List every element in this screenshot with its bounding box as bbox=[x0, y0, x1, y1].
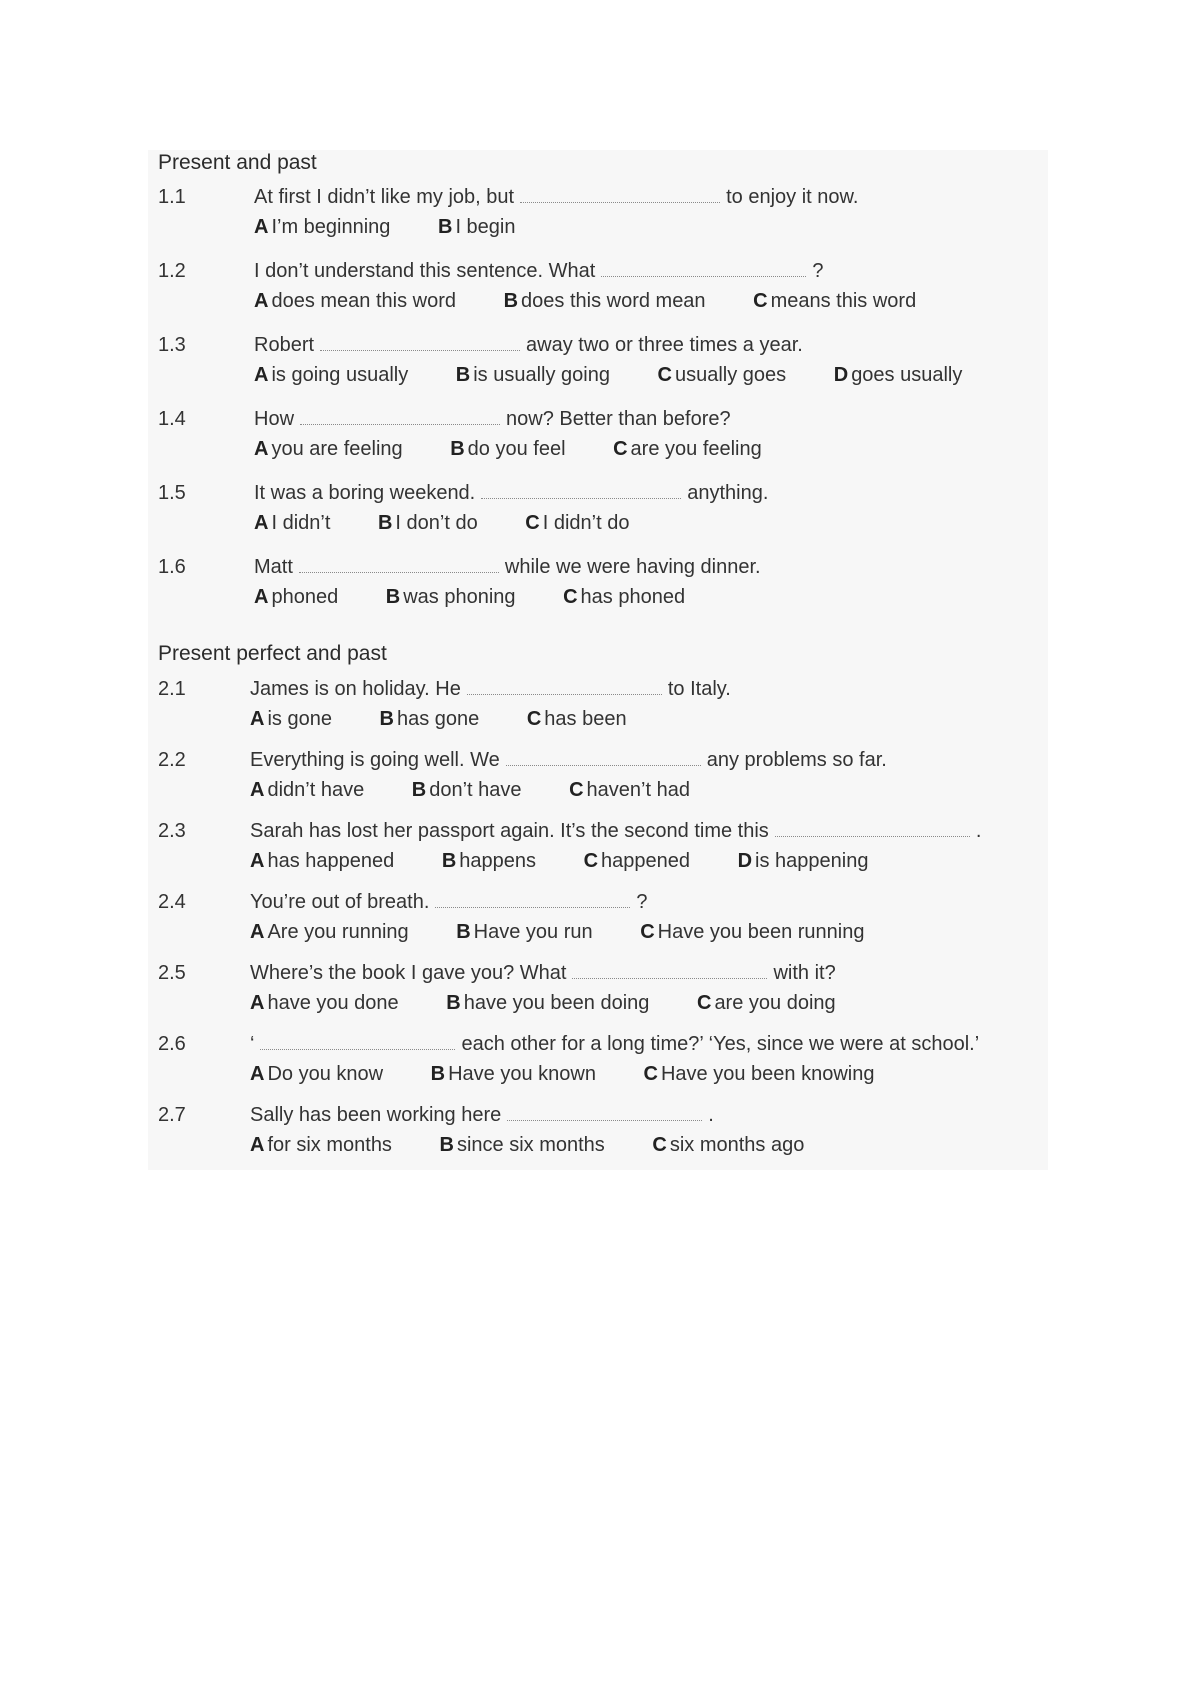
question-1-1 bbox=[158, 186, 1058, 248]
option-b[interactable]: B have you been doing bbox=[446, 992, 650, 1014]
question-text bbox=[250, 749, 887, 772]
option-a[interactable]: A phoned bbox=[254, 586, 339, 608]
question-1-5 bbox=[158, 482, 1058, 544]
text-after-blank: each other for a long time?’ ‘Yes, since we were at school.’ bbox=[461, 1033, 980, 1055]
option-b[interactable]: B has gone bbox=[379, 708, 480, 730]
option-c[interactable]: C has been bbox=[526, 708, 627, 730]
option-a[interactable]: A is going usually bbox=[254, 364, 409, 386]
answer-options bbox=[254, 364, 1004, 387]
text-after-blank: now? Better than before? bbox=[506, 408, 731, 430]
question-1-2 bbox=[158, 260, 1058, 322]
option-c[interactable]: C I didn’t do bbox=[525, 512, 630, 534]
text-before-blank: It was a boring weekend. bbox=[254, 482, 476, 504]
option-b[interactable]: B Have you run bbox=[456, 921, 593, 943]
answer-options bbox=[250, 992, 878, 1015]
question-number: 1.5 bbox=[158, 482, 186, 504]
answer-options bbox=[250, 779, 732, 802]
option-a[interactable]: A didn’t have bbox=[250, 779, 365, 801]
option-d[interactable]: D is happening bbox=[737, 850, 869, 872]
question-text bbox=[250, 820, 981, 843]
answer-blank[interactable] bbox=[320, 349, 520, 351]
answer-blank[interactable] bbox=[300, 423, 500, 425]
answer-blank[interactable] bbox=[481, 497, 681, 499]
text-after-blank: ? bbox=[812, 260, 824, 282]
text-after-blank: away two or three times a year. bbox=[526, 334, 803, 356]
answer-blank[interactable] bbox=[520, 201, 720, 203]
option-c[interactable]: C are you feeling bbox=[613, 438, 762, 460]
section-title-present-perfect-and-past: Present perfect and past bbox=[158, 642, 387, 665]
question-text bbox=[254, 334, 803, 357]
text-before-blank: You’re out of breath. bbox=[250, 891, 430, 913]
answer-options bbox=[254, 512, 671, 535]
option-b[interactable]: B do you feel bbox=[450, 438, 566, 460]
option-a[interactable]: A I’m beginning bbox=[254, 216, 391, 238]
option-b[interactable]: B since six months bbox=[439, 1134, 605, 1156]
question-text bbox=[254, 482, 768, 505]
option-c[interactable]: C haven’t had bbox=[569, 779, 690, 801]
question-number: 1.4 bbox=[158, 408, 186, 430]
option-c[interactable]: C usually goes bbox=[657, 364, 787, 386]
answer-blank[interactable] bbox=[435, 906, 630, 908]
option-b[interactable]: B does this word mean bbox=[503, 290, 706, 312]
question-2-4 bbox=[158, 891, 1058, 953]
option-b[interactable]: B don’t have bbox=[411, 779, 522, 801]
text-before-blank: I don’t understand this sentence. What bbox=[254, 260, 596, 282]
option-c[interactable]: C six months ago bbox=[652, 1134, 805, 1156]
option-c[interactable]: C happened bbox=[583, 850, 691, 872]
option-b[interactable]: B is usually going bbox=[455, 364, 610, 386]
question-text bbox=[250, 962, 836, 985]
answer-options bbox=[250, 708, 669, 731]
text-before-blank: Robert bbox=[254, 334, 315, 356]
option-c[interactable]: C Have you been running bbox=[640, 921, 865, 943]
text-after-blank: any problems so far. bbox=[706, 749, 887, 771]
question-text bbox=[250, 1104, 714, 1127]
option-a[interactable]: A you are feeling bbox=[254, 438, 403, 460]
question-1-6 bbox=[158, 556, 1058, 618]
answer-options bbox=[250, 921, 906, 944]
answer-blank[interactable] bbox=[506, 764, 701, 766]
question-number: 2.2 bbox=[158, 749, 186, 771]
option-b[interactable]: B Have you known bbox=[430, 1063, 596, 1085]
option-b[interactable]: B I begin bbox=[437, 216, 516, 238]
text-before-blank: Everything is going well. We bbox=[250, 749, 500, 771]
answer-blank[interactable] bbox=[467, 693, 662, 695]
question-number: 1.1 bbox=[158, 186, 186, 208]
option-d[interactable]: D goes usually bbox=[833, 364, 963, 386]
answer-options bbox=[254, 290, 958, 313]
answer-blank[interactable] bbox=[601, 275, 806, 277]
question-2-6 bbox=[158, 1033, 1058, 1095]
question-text bbox=[250, 1033, 979, 1056]
question-number: 2.1 bbox=[158, 678, 186, 700]
question-text bbox=[254, 186, 858, 209]
text-before-blank: Where’s the book I gave you? What bbox=[250, 962, 567, 984]
question-number: 2.6 bbox=[158, 1033, 186, 1055]
question-text bbox=[250, 678, 731, 701]
option-b[interactable]: B was phoning bbox=[385, 586, 516, 608]
question-text bbox=[254, 408, 731, 431]
text-after-blank: . bbox=[975, 820, 982, 842]
option-a[interactable]: A for six months bbox=[250, 1134, 392, 1156]
text-before-blank: At first I didn’t like my job, but bbox=[254, 186, 515, 208]
text-before-blank: How bbox=[254, 408, 295, 430]
answer-options bbox=[250, 850, 910, 873]
option-c[interactable]: C means this word bbox=[753, 290, 917, 312]
question-number: 2.3 bbox=[158, 820, 186, 842]
answer-blank[interactable] bbox=[299, 571, 499, 573]
text-before-blank: Matt bbox=[254, 556, 293, 578]
answer-blank[interactable] bbox=[260, 1048, 455, 1050]
answer-options bbox=[254, 216, 558, 239]
text-after-blank: to enjoy it now. bbox=[726, 186, 859, 208]
question-number: 1.3 bbox=[158, 334, 186, 356]
question-2-2 bbox=[158, 749, 1058, 811]
text-after-blank: while we were having dinner. bbox=[504, 556, 761, 578]
text-before-blank: ‘ bbox=[250, 1033, 255, 1055]
option-a[interactable]: A is gone bbox=[250, 708, 332, 730]
option-b[interactable]: B I don’t do bbox=[377, 512, 478, 534]
question-2-1 bbox=[158, 678, 1058, 740]
option-c[interactable]: C has phoned bbox=[563, 586, 686, 608]
option-a[interactable]: A does mean this word bbox=[254, 290, 456, 312]
question-number: 1.2 bbox=[158, 260, 186, 282]
section-title-present-and-past: Present and past bbox=[158, 151, 317, 174]
answer-blank[interactable] bbox=[507, 1119, 702, 1121]
text-before-blank: James is on holiday. He bbox=[250, 678, 461, 700]
answer-options bbox=[250, 1063, 916, 1086]
text-before-blank: Sarah has lost her passport again. It’s the second time this bbox=[250, 820, 769, 842]
question-number: 1.6 bbox=[158, 556, 186, 578]
question-text bbox=[254, 556, 761, 579]
question-2-5 bbox=[158, 962, 1058, 1024]
option-b[interactable]: B happens bbox=[441, 850, 537, 872]
question-1-4 bbox=[158, 408, 1058, 470]
answer-blank[interactable] bbox=[572, 977, 767, 979]
text-after-blank: to Italy. bbox=[667, 678, 731, 700]
text-after-blank: anything. bbox=[687, 482, 769, 504]
answer-options bbox=[254, 438, 804, 461]
answer-options bbox=[254, 586, 727, 609]
question-text bbox=[250, 891, 648, 914]
question-number: 2.5 bbox=[158, 962, 186, 984]
text-before-blank: Sally has been working here bbox=[250, 1104, 502, 1126]
option-a[interactable]: A has happened bbox=[250, 850, 395, 872]
question-2-3 bbox=[158, 820, 1058, 882]
question-number: 2.7 bbox=[158, 1104, 186, 1126]
question-1-3 bbox=[158, 334, 1058, 396]
option-a[interactable]: A Are you running bbox=[250, 921, 409, 943]
question-2-7 bbox=[158, 1104, 1058, 1166]
option-c[interactable]: C are you doing bbox=[696, 992, 836, 1014]
question-number: 2.4 bbox=[158, 891, 186, 913]
option-c[interactable]: C Have you been knowing bbox=[643, 1063, 875, 1085]
option-a[interactable]: A have you done bbox=[250, 992, 399, 1014]
question-text bbox=[254, 260, 823, 283]
text-after-blank: with it? bbox=[773, 962, 836, 984]
text-after-blank: . bbox=[708, 1104, 714, 1126]
option-a[interactable]: A Do you know bbox=[250, 1063, 384, 1085]
option-a[interactable]: A I didn’t bbox=[254, 512, 331, 534]
text-after-blank: ? bbox=[636, 891, 648, 913]
answer-options bbox=[250, 1134, 846, 1157]
answer-blank[interactable] bbox=[775, 835, 970, 837]
